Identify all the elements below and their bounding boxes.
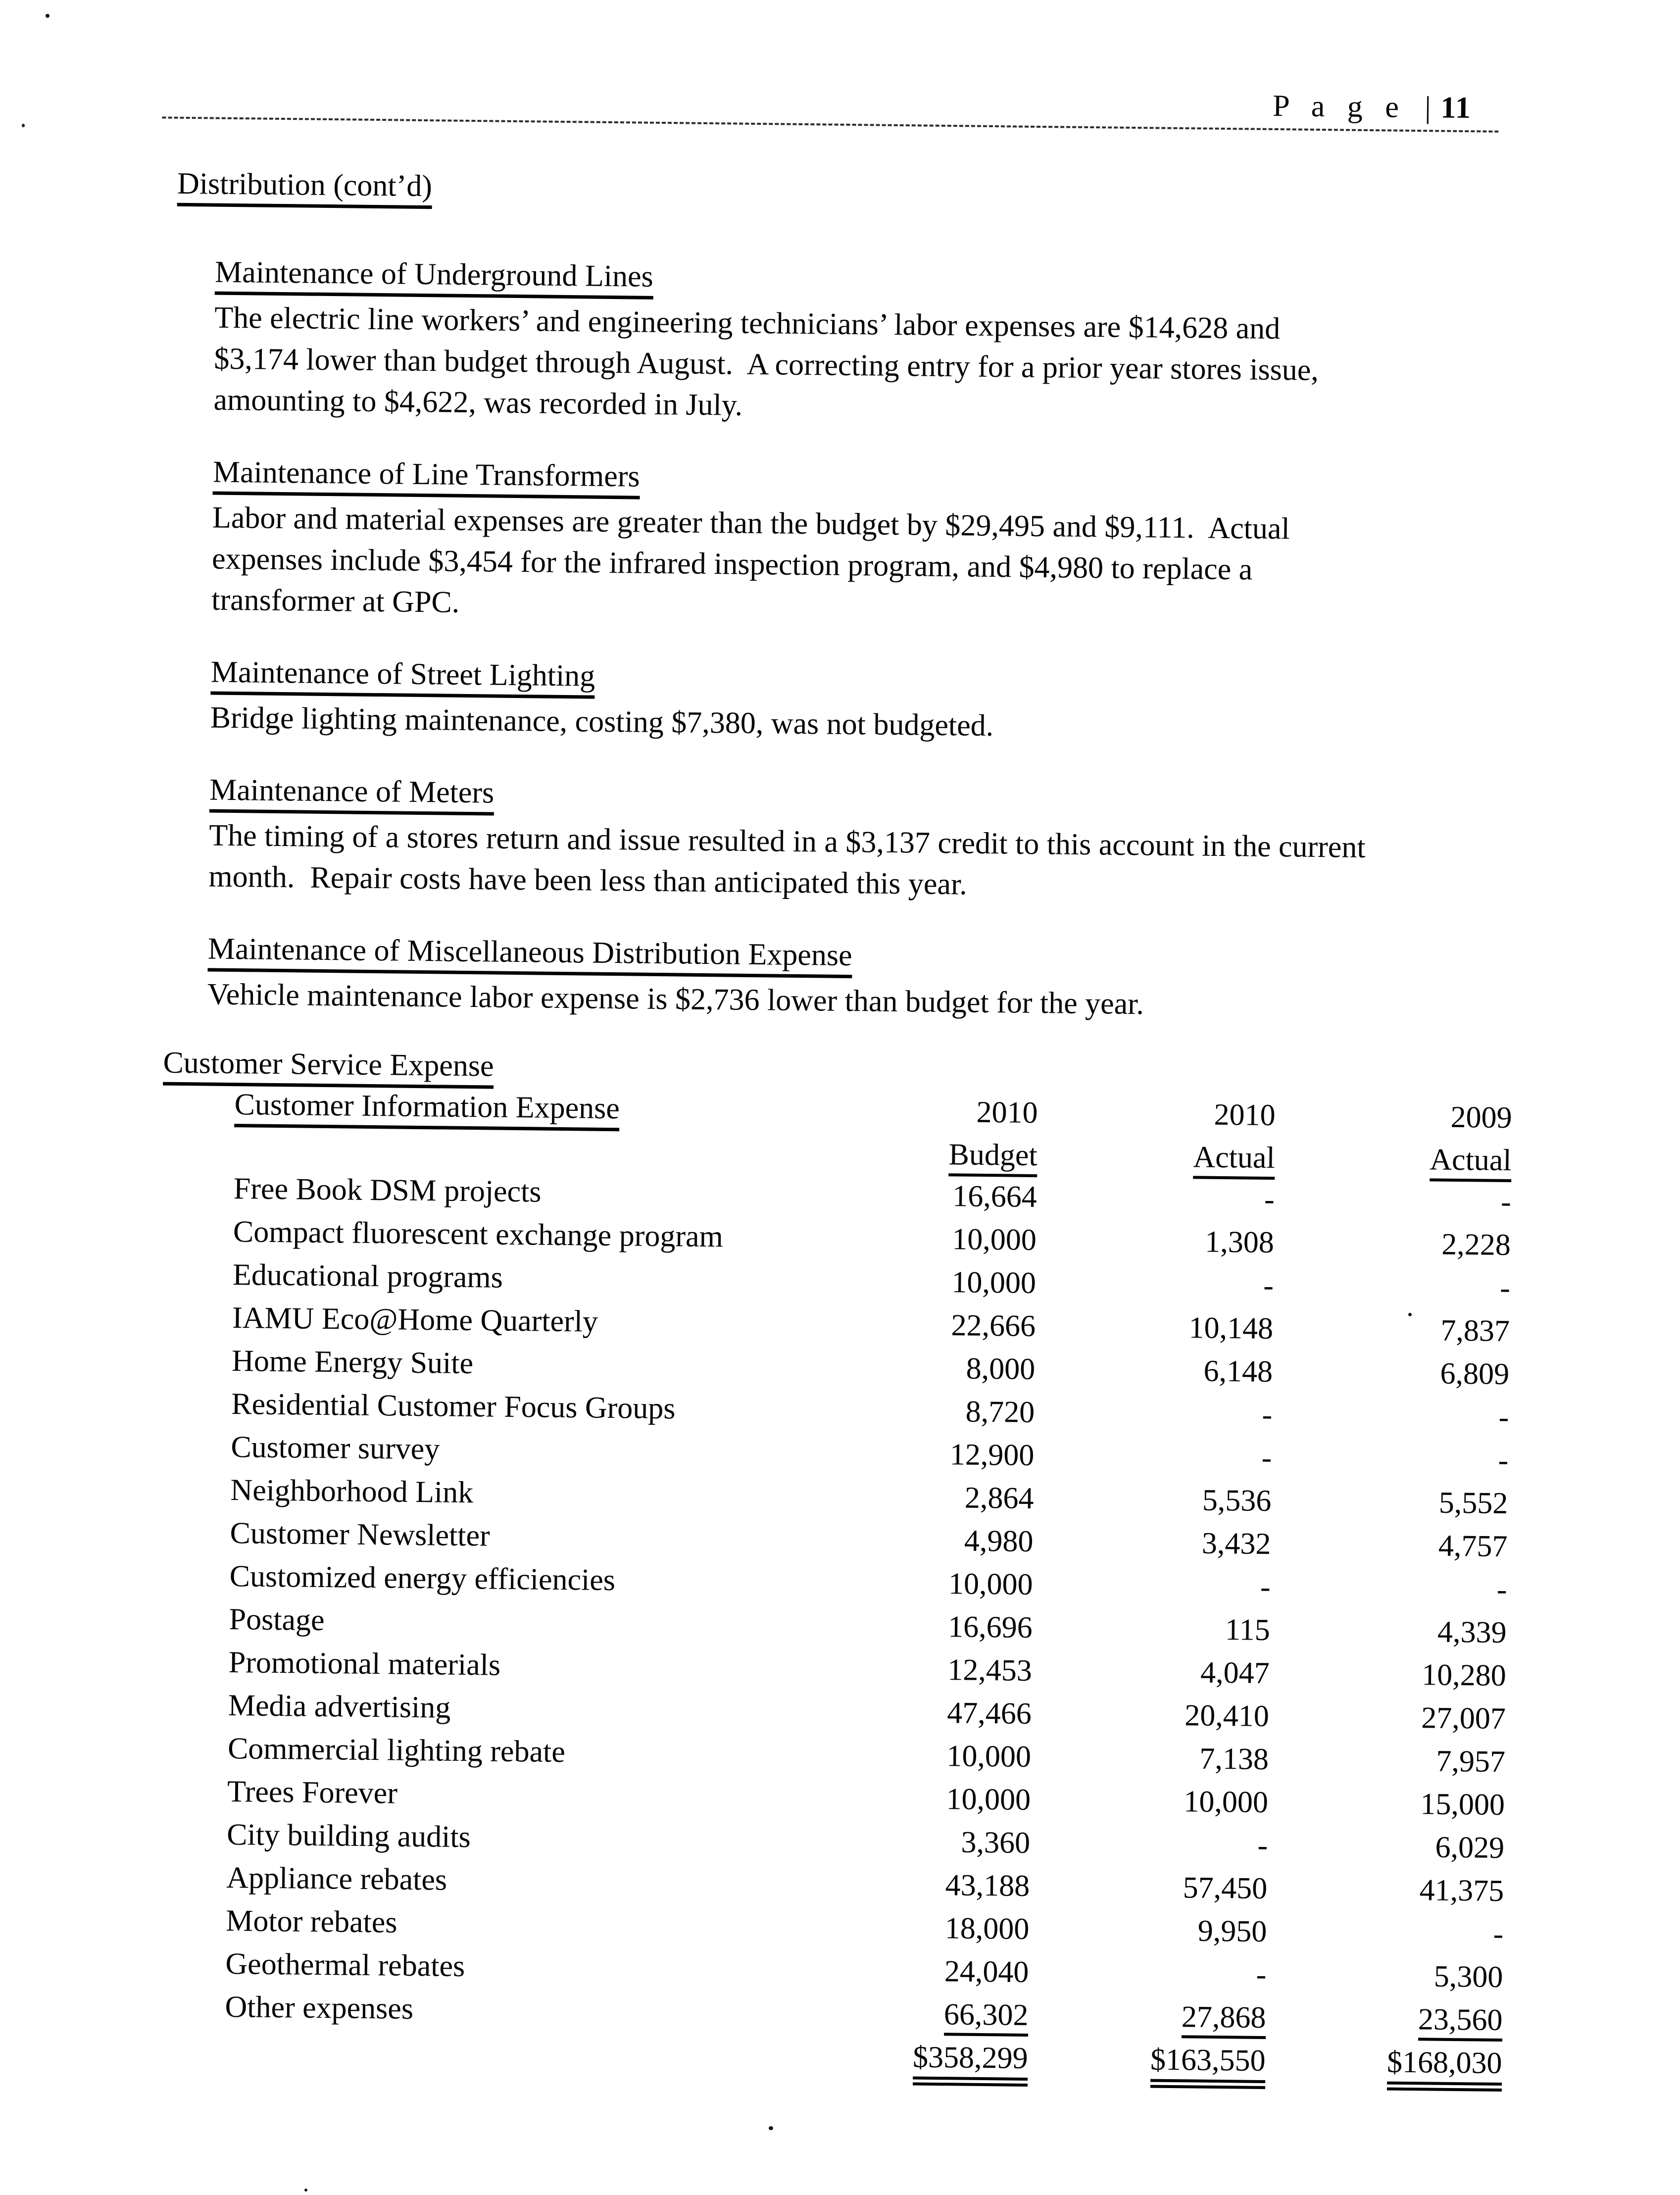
cell-actual-2010: 115 bbox=[1225, 1613, 1271, 1647]
cell-actual-2010: - bbox=[1257, 1828, 1268, 1863]
subsection-title-text: Maintenance of Street Lighting bbox=[210, 654, 595, 699]
row-label: Motor rebates bbox=[226, 1903, 397, 1940]
page-header-word: P a g e bbox=[1272, 89, 1407, 124]
total-value: $358,299 bbox=[912, 2040, 1028, 2087]
subsection-line-transformers bbox=[211, 454, 1675, 636]
cell-actual-2009: - bbox=[1498, 1443, 1509, 1478]
cell-actual-2009: 4,757 bbox=[1438, 1529, 1508, 1564]
cell-actual-2009: 7,957 bbox=[1436, 1744, 1506, 1779]
subsection-title-text: Maintenance of Miscellaneous Distribution Expense bbox=[207, 931, 852, 979]
cell-budget bbox=[814, 1995, 1029, 2037]
paragraph-line: amounting to $4,622, was recorded in July. bbox=[213, 383, 743, 422]
cell-budget: 8,000 bbox=[966, 1351, 1036, 1387]
cell-actual-2010: 3,432 bbox=[1201, 1526, 1271, 1561]
cell-budget: 47,466 bbox=[947, 1696, 1032, 1731]
row-label: City building audits bbox=[226, 1818, 471, 1854]
total-value: $163,550 bbox=[1150, 2043, 1265, 2089]
row-label: Home Energy Suite bbox=[231, 1344, 474, 1381]
row-label: Residential Customer Focus Groups bbox=[231, 1387, 676, 1426]
paragraph-line: $3,174 lower than budget through August. A correcting entry for a prior year stores issue, bbox=[214, 342, 1319, 387]
table-title bbox=[234, 1086, 824, 1133]
underlined-value: 23,560 bbox=[1418, 2002, 1502, 2042]
cell-actual-2009: 41,375 bbox=[1419, 1873, 1504, 1908]
cell-actual-2010: - bbox=[1261, 1441, 1272, 1475]
cell-budget: 16,664 bbox=[952, 1179, 1038, 1214]
cell-actual-2010: - bbox=[1260, 1570, 1271, 1604]
cell-budget: 8,720 bbox=[965, 1395, 1035, 1430]
customer-information-table bbox=[224, 1086, 1512, 2097]
cell-budget: 3,360 bbox=[961, 1825, 1031, 1860]
cell-actual-2009: 7,837 bbox=[1440, 1313, 1510, 1348]
col-year-actual-2010: 2010 bbox=[1214, 1098, 1276, 1133]
row-label: Geothermal rebates bbox=[225, 1946, 465, 1984]
cell-budget: 43,188 bbox=[945, 1868, 1030, 1903]
subsection-title-text: Maintenance of Meters bbox=[209, 772, 494, 816]
subsection-meters bbox=[208, 772, 1672, 913]
subsection-title-text: Maintenance of Line Transformers bbox=[213, 454, 640, 499]
subsection-underground-lines bbox=[213, 254, 1677, 436]
cell-actual-2009: - bbox=[1493, 1917, 1504, 1951]
cell-actual-2009: - bbox=[1500, 1185, 1512, 1219]
paragraph-line: expenses include $3,454 for the infrared inspection program, and $4,980 to replace a bbox=[211, 542, 1253, 587]
page-number-separator: | bbox=[1425, 91, 1432, 125]
cell-budget: 12,900 bbox=[949, 1438, 1035, 1473]
cell-actual-2010: 4,047 bbox=[1200, 1655, 1270, 1691]
cell-actual-2010: - bbox=[1256, 1957, 1267, 1992]
row-label: Educational programs bbox=[232, 1258, 503, 1295]
col-label-text: Actual bbox=[1193, 1139, 1275, 1180]
row-label: Free Book DSM projects bbox=[233, 1172, 542, 1209]
cell-actual-2009: 6,029 bbox=[1435, 1830, 1505, 1865]
underlined-value: 66,302 bbox=[944, 1997, 1029, 2037]
paragraph bbox=[211, 498, 1675, 636]
section-title-text: Distribution (cont’d) bbox=[177, 165, 433, 209]
cell-actual-2010: 5,536 bbox=[1202, 1483, 1272, 1518]
cell-actual-2010: 10,148 bbox=[1188, 1311, 1274, 1346]
cell-actual-2010: - bbox=[1264, 1182, 1275, 1217]
cell-actual-2010: 10,000 bbox=[1184, 1785, 1269, 1820]
cell-actual-2009: 10,280 bbox=[1421, 1658, 1507, 1693]
cell-actual-2009: 5,300 bbox=[1433, 1959, 1503, 1995]
cell-budget: 24,040 bbox=[944, 1954, 1029, 1989]
cell-actual-2010: 1,308 bbox=[1205, 1225, 1275, 1260]
row-label: Commercial lighting rebate bbox=[227, 1732, 566, 1769]
cell-actual-2009: - bbox=[1498, 1400, 1509, 1435]
cell-actual-2009: 2,228 bbox=[1441, 1227, 1511, 1262]
row-label: Neighborhood Link bbox=[230, 1473, 474, 1510]
cell-actual-2009: 15,000 bbox=[1420, 1787, 1505, 1822]
cell-budget: 10,000 bbox=[952, 1222, 1037, 1257]
cell-actual-2010: 9,950 bbox=[1197, 1914, 1267, 1949]
cell-actual-2009: 27,007 bbox=[1421, 1701, 1506, 1736]
paragraph bbox=[213, 298, 1677, 436]
paragraph-line: Labor and material expenses are greater than the budget by $29,495 and $9,111. Actual bbox=[212, 500, 1290, 546]
cell-actual-2009: 6,809 bbox=[1440, 1356, 1510, 1392]
col-year-budget: 2010 bbox=[976, 1095, 1038, 1130]
table-title-text: Customer Information Expense bbox=[234, 1086, 620, 1131]
subsection-street-lighting bbox=[210, 654, 1673, 754]
cell-budget: 10,000 bbox=[946, 1739, 1032, 1774]
page-number: 11 bbox=[1440, 91, 1472, 125]
paragraph-line: The electric line workers’ and engineering technicians’ labor expenses are $14,628 and bbox=[214, 300, 1281, 346]
cell-actual-2010: - bbox=[1263, 1268, 1274, 1303]
col-year-actual-2009: 2009 bbox=[1450, 1100, 1512, 1135]
cell-budget: 4,980 bbox=[964, 1524, 1034, 1559]
underlined-value: 27,868 bbox=[1182, 1999, 1266, 2039]
subsection-misc-distribution bbox=[207, 931, 1671, 1031]
row-label: Promotional materials bbox=[228, 1646, 501, 1682]
row-label: Customized energy efficiencies bbox=[229, 1559, 616, 1597]
cell-budget: 10,000 bbox=[948, 1567, 1033, 1602]
row-label: Customer survey bbox=[231, 1430, 440, 1466]
col-label-actual-2010 bbox=[1037, 1137, 1275, 1180]
cell-actual-2010: - bbox=[1262, 1397, 1273, 1432]
cell-actual-2010: 57,450 bbox=[1183, 1871, 1268, 1906]
cell-actual-2009: 5,552 bbox=[1438, 1486, 1508, 1521]
row-label: Appliance rebates bbox=[226, 1860, 447, 1897]
cell-actual-2009: - bbox=[1499, 1271, 1511, 1305]
row-label: Trees Forever bbox=[227, 1775, 398, 1810]
row-label: Compact fluorescent exchange program bbox=[233, 1215, 724, 1254]
cell-budget: 10,000 bbox=[946, 1782, 1031, 1817]
paragraph-line: month. Repair costs have been less than anticipated this year. bbox=[208, 859, 968, 901]
paragraph-line: Bridge lighting maintenance, costing $7,380, was not budgeted. bbox=[210, 700, 994, 743]
col-label-actual-2009 bbox=[1275, 1140, 1512, 1182]
row-label: IAMU Eco@Home Quarterly bbox=[232, 1301, 598, 1339]
cell-budget: 16,696 bbox=[947, 1610, 1033, 1645]
cell-actual-2009 bbox=[1266, 2000, 1503, 2042]
subsection-title-text: Maintenance of Underground Lines bbox=[215, 254, 653, 299]
cell-budget: 10,000 bbox=[951, 1265, 1037, 1300]
cell-actual-2010: 20,410 bbox=[1184, 1698, 1270, 1734]
cell-budget: 18,000 bbox=[944, 1911, 1030, 1946]
col-label-text: Budget bbox=[948, 1136, 1038, 1177]
cell-actual-2010 bbox=[1028, 1998, 1266, 2039]
section-title-distribution bbox=[177, 165, 1679, 222]
row-label: Media advertising bbox=[228, 1689, 451, 1725]
cell-budget: 12,453 bbox=[947, 1653, 1033, 1688]
cell-actual-2010: 6,148 bbox=[1203, 1354, 1273, 1389]
section-title-text: Customer Service Expense bbox=[163, 1045, 494, 1089]
row-label: Customer Newsletter bbox=[230, 1516, 491, 1553]
paragraph-line: transformer at GPC. bbox=[211, 583, 460, 619]
cell-actual-2009: 4,339 bbox=[1437, 1615, 1507, 1650]
total-value: $168,030 bbox=[1386, 2045, 1502, 2092]
row-label: Other expenses bbox=[225, 1990, 414, 2026]
total-budget bbox=[813, 2039, 1028, 2087]
cell-budget: 22,666 bbox=[951, 1308, 1036, 1344]
cell-actual-2009: - bbox=[1496, 1572, 1507, 1607]
col-label-budget bbox=[823, 1135, 1038, 1178]
paragraph-line: The timing of a stores return and issue resulted in a $3,137 credit to this account in the current bbox=[208, 818, 1366, 864]
cell-budget: 2,864 bbox=[964, 1481, 1034, 1516]
col-label-text: Actual bbox=[1430, 1141, 1512, 1182]
total-actual-2009 bbox=[1265, 2044, 1502, 2092]
paragraph-line: Vehicle maintenance labor expense is $2,736 lower than budget for the year. bbox=[207, 977, 1144, 1021]
total-actual-2010 bbox=[1028, 2041, 1266, 2089]
paragraph bbox=[208, 815, 1672, 913]
row-label: Postage bbox=[229, 1602, 325, 1638]
cell-actual-2010: 7,138 bbox=[1199, 1742, 1269, 1777]
